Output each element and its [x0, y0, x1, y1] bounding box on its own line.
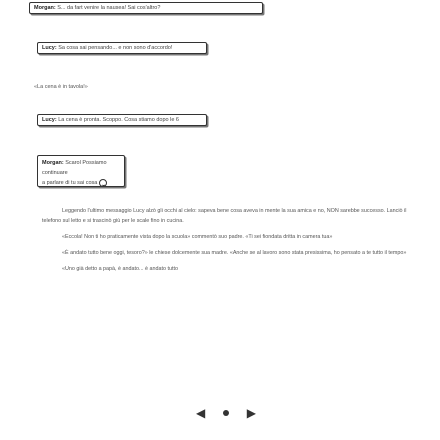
- narrative-paragraph: «Uno già detto a papà, è andato... è andato tutto: [62, 266, 178, 272]
- narrative-paragraph: «È andato tutto bene oggi, tesoro?» le chiese dolcemente sua madre. «Anche se al lavoro sono stata presissima, ho pensato a te tutto il tempo»: [62, 250, 407, 256]
- page-navigation: [196, 406, 256, 420]
- message-text: S... da fart venire la nausea! Sai cos'altro?: [57, 5, 161, 11]
- message-text-continued: a parlare di tu sai cosa: [42, 180, 98, 186]
- page-indicator-dot: [223, 410, 229, 416]
- speaker-name: Morgan:: [34, 5, 56, 11]
- narrative-text: [42, 206, 412, 280]
- speaker-name: Lucy:: [42, 45, 57, 51]
- message-text: Scarol Possiamo continuare: [42, 160, 107, 176]
- right-triangle-icon[interactable]: ▶: [246, 406, 256, 420]
- speaker-name: Lucy:: [42, 117, 57, 123]
- smiley-icon: [99, 179, 107, 187]
- chat-bubble-morgan-2: [37, 155, 125, 187]
- speaker-name: Morgan:: [42, 160, 64, 166]
- chat-bubble-lucy-1: [37, 42, 207, 54]
- chat-bubble-morgan-1: [29, 2, 263, 14]
- scene-timestamp: «La cena è in tavola!»: [34, 84, 88, 90]
- left-triangle-icon[interactable]: ◀: [196, 406, 206, 420]
- message-text: La cena è pronta. Scoppo. Cosa stiamo dopo le 6: [58, 117, 179, 123]
- chat-bubble-lucy-2: [37, 114, 207, 126]
- narrative-paragraph: «Eccola! Non ti ho praticamente vista dopo la scuola» commentò suo padre. «Ti sei fiondata dritta in camera tua»: [62, 234, 333, 240]
- narrative-paragraph: Leggendo l'ultimo messaggio Lucy alzò gli occhi al cielo: sapeva bene cosa aveva in mente la sua amica e no, NON sarebbe successo. Lanciò il telefono sul letto e si trascinò giù per le scale fino in cucina.: [42, 208, 407, 224]
- message-text: Sa cosa sai pensando... e non sono d'accordo!: [58, 45, 173, 51]
